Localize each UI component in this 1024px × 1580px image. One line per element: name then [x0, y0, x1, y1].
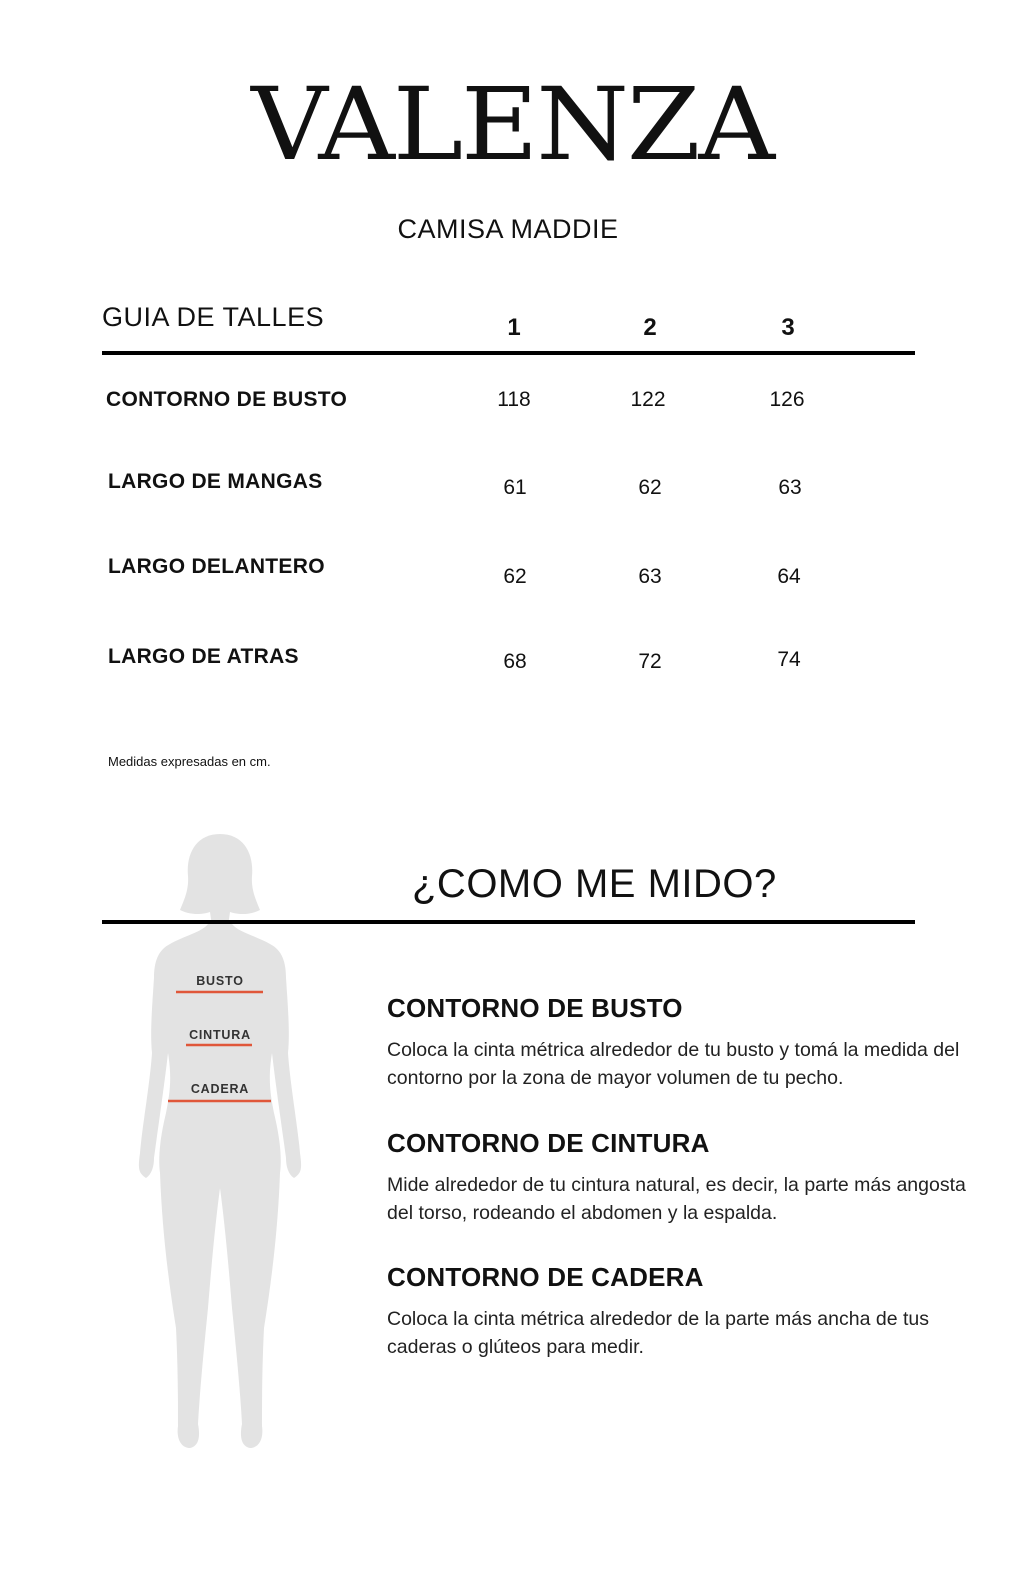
- cell-back-2: 72: [638, 650, 662, 673]
- cell-sleeves-1: 61: [503, 476, 527, 499]
- section-title-hip: CONTORNO DE CADERA: [387, 1262, 704, 1292]
- size-guide-title: GUIA DE TALLES: [102, 302, 325, 332]
- cell-front-1: 62: [503, 565, 527, 588]
- product-title: CAMISA MADDIE: [397, 214, 619, 244]
- section-title-waist: CONTORNO DE CINTURA: [387, 1128, 710, 1158]
- section-text-waist: Mide alrededor de tu cintura natural, es decir, la parte más angosta del torso, rodeando el abdomen y la espalda.: [387, 1174, 966, 1224]
- figure-label-hip: CADERA: [190, 1082, 250, 1096]
- cell-bust-3: 126: [769, 388, 805, 411]
- cell-sleeves-2: 62: [638, 476, 662, 499]
- section-title-bust: CONTORNO DE BUSTO: [387, 993, 683, 1023]
- size-header-1: 1: [507, 314, 521, 341]
- size-header-3: 3: [781, 314, 795, 341]
- figure-label-bust: BUSTO: [196, 974, 244, 988]
- section-text-hip: Coloca la cinta métrica alrededor de la parte más ancha de tus caderas o glúteos para medir.: [387, 1308, 929, 1358]
- row-label-bust: CONTORNO DE BUSTO: [106, 388, 348, 411]
- row-label-back-length: LARGO DE ATRAS: [108, 645, 299, 668]
- section-text-bust: Coloca la cinta métrica alrededor de tu busto y tomá la medida del contorno por la zona de mayor volumen de tu pecho.: [387, 1039, 960, 1089]
- row-label-sleeves: LARGO DE MANGAS: [108, 470, 323, 493]
- brand-logo: VALENZA: [251, 66, 773, 183]
- units-note: Medidas expresadas en cm.: [108, 754, 271, 769]
- cell-bust-1: 118: [497, 388, 531, 411]
- figure-label-waist: CINTURA: [189, 1028, 251, 1042]
- size-header-2: 2: [643, 314, 657, 341]
- cell-sleeves-3: 63: [778, 476, 802, 499]
- cell-bust-2: 122: [630, 388, 666, 411]
- how-to-measure-title: ¿COMO ME MIDO?: [412, 862, 777, 906]
- cell-front-3: 64: [777, 565, 801, 588]
- cell-back-3: 74: [777, 648, 801, 671]
- row-label-front-length: LARGO DELANTERO: [108, 555, 325, 578]
- cell-front-2: 63: [638, 565, 662, 588]
- silhouette-shape: [139, 834, 301, 1448]
- how-divider: [102, 920, 915, 924]
- cell-back-1: 68: [503, 650, 527, 673]
- table-divider: [102, 351, 915, 355]
